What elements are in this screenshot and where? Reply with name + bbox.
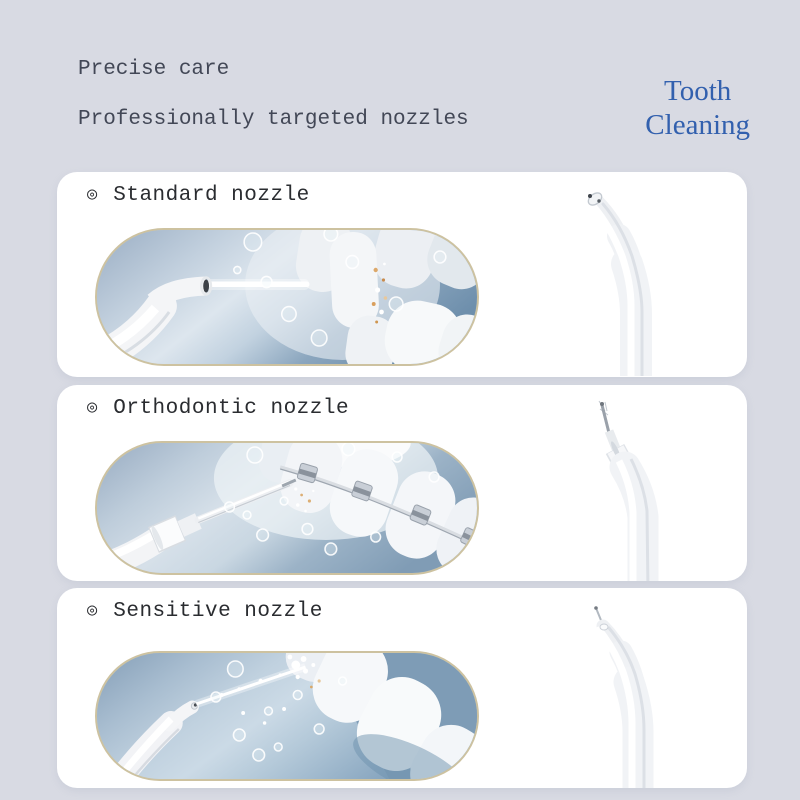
section-card-standard [57,172,747,377]
bullseye-icon: ◎ [87,186,98,205]
section-label-orthodontic: Orthodontic nozzle [113,397,350,420]
tagline [78,56,469,134]
orthodontic-nozzle-photo [539,399,739,581]
sensitive-scene-svg [97,653,477,779]
brand-title [645,74,750,142]
standard-scene-svg [97,230,477,364]
sensitive-nozzle-photo [539,602,739,788]
standard-scene-illustration [95,228,479,366]
standard-nozzle-svg [539,186,739,376]
section-label-standard: Standard nozzle [113,184,310,207]
tagline-line2: Professionally targeted nozzles [78,108,469,131]
tagline-line1: Precise care [78,58,230,81]
sensitive-nozzle-svg [539,602,739,788]
orthodontic-nozzle-svg [539,399,739,581]
bullseye-icon: ◎ [87,399,98,418]
standard-nozzle-photo [539,186,739,377]
section-card-orthodontic [57,385,747,581]
brand-line2: Cleaning [645,109,750,141]
water-jet [206,279,309,290]
section-label-sensitive: Sensitive nozzle [113,600,323,623]
orthodontic-scene-svg [97,443,477,573]
sensitive-scene-illustration [95,651,479,781]
orthodontic-scene-illustration [95,441,479,575]
brand-line1: Tooth [664,75,732,107]
section-card-sensitive [57,588,747,788]
bullseye-icon: ◎ [87,602,98,621]
